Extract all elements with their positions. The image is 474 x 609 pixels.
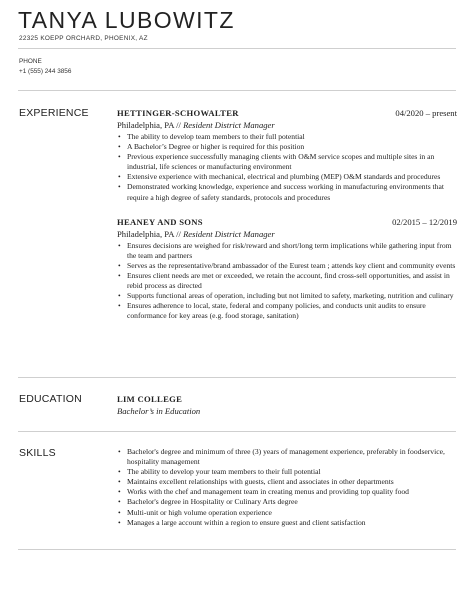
list-item: • Manages a large account within a region to ensure guest and client satisfaction <box>127 518 457 528</box>
experience-section <box>117 108 457 321</box>
list-item: • Extensive experience with mechanical, electrical and plumbing (MEP) O&M standards and procedures <box>127 172 457 182</box>
candidate-address: 22325 KOEPP ORCHARD, PHOENIX, AZ <box>19 35 148 42</box>
job-duties <box>117 132 457 203</box>
list-item: • Previous experience successfully managing clients with O&M service scopes and multiple sites in an industrial, life sciences or manufacturing environment <box>127 152 457 172</box>
list-item: • A Bachelor’s Degree or higher is required for this position <box>127 142 457 152</box>
list-item: • Bachelor's degree and minimum of three (3) years of management experience, preferably in foodservice, hospitality management <box>127 447 457 467</box>
list-item: • Ensures client needs are met or exceeded, we retain the account, find cross-sell opportunities, and assist in rebid process as directed <box>127 271 457 291</box>
list-item: • Serves as the representative/brand ambassador of the Eurest team ; attends key client and community events <box>127 261 457 271</box>
education-section <box>117 394 457 416</box>
school-name: LIM COLLEGE <box>117 394 183 404</box>
list-item: • Maintains excellent relationships with guests, client and associates in other departments <box>127 477 457 487</box>
job-dates: 02/2015 – 12/2019 <box>392 216 457 227</box>
list-item: • Demonstrated working knowledge, experience and success working in manufacturing environments that require a high degree of safety standards, protocols and procedures <box>127 182 457 202</box>
phone-number: +1 (555) 244 3856 <box>19 68 72 75</box>
header-divider <box>18 48 456 49</box>
degree-name: Bachelor’s in Education <box>117 406 201 416</box>
skills-heading: SKILLS <box>19 447 56 459</box>
separator: // <box>173 120 184 130</box>
job-dates: 04/2020 – present <box>395 108 457 118</box>
education-divider <box>18 431 456 432</box>
job-entry <box>117 108 457 203</box>
list-item: • Multi-unit or high volume operation experience <box>127 508 457 518</box>
job-duties <box>117 241 457 322</box>
job-location-role <box>117 120 457 130</box>
experience-heading: EXPERIENCE <box>19 107 89 119</box>
job-role: Resident District Manager <box>183 228 275 239</box>
separator: // <box>173 228 184 239</box>
employer-name: HETTINGER-SCHOWALTER <box>117 108 239 118</box>
list-item: • Bachelor's degree in Hospitality or Culinary Arts degree <box>127 497 457 507</box>
skills-list <box>117 447 457 528</box>
degree <box>117 406 457 416</box>
candidate-name: TANYA LUBOWITZ <box>18 7 235 33</box>
list-item: • Works with the chef and management team in creating menus and providing top quality food <box>127 487 457 497</box>
list-item: • Ensures adherence to local, state, federal and company policies, and conducts unit audits to ensure conformance for key areas (e.g. food storage, sanitation) <box>127 301 457 321</box>
skills-section <box>117 447 457 528</box>
job-location: Philadelphia, PA <box>117 228 174 239</box>
list-item: • Ensures decisions are weighed for risk/reward and short/long term implications while gathering input from the team and partners <box>127 241 457 261</box>
skills-divider <box>18 549 456 550</box>
job-location: Philadelphia, PA <box>117 120 174 130</box>
experience-divider <box>18 377 456 378</box>
contact-divider <box>18 90 456 91</box>
list-item: • The ability to develop your team members to their full potential <box>127 467 457 477</box>
list-item: • Supports functional areas of operation, including but not limited to safety, marketing, nutrition and culinary <box>127 291 457 301</box>
education-heading: EDUCATION <box>19 393 82 405</box>
job-location-role <box>117 229 457 239</box>
list-item: • The ability to develop team members to their full potential <box>127 132 457 142</box>
employer-name: HEANEY AND SONS <box>117 216 203 227</box>
job-role: Resident District Manager <box>183 120 275 130</box>
job-entry <box>117 217 457 322</box>
phone-label: PHONE <box>19 58 42 65</box>
